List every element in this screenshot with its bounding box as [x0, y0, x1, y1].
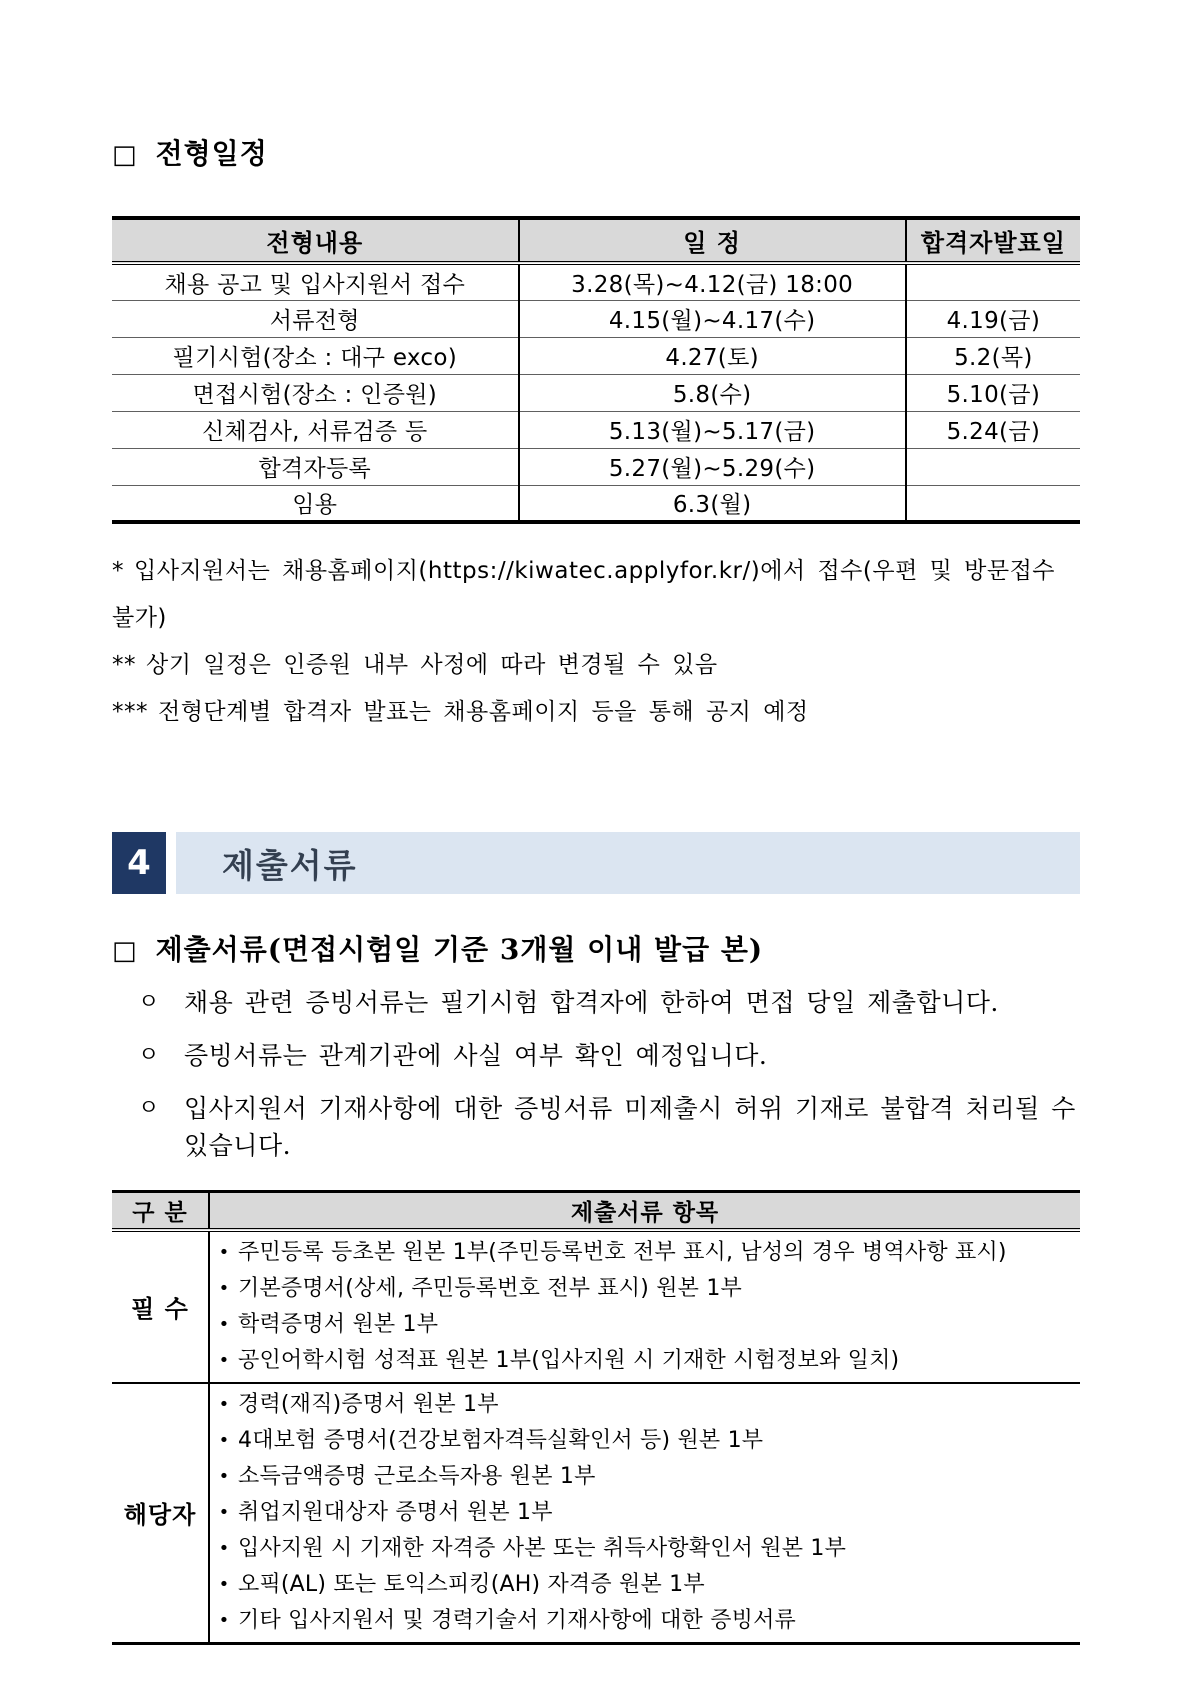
- cell-announce: 4.19(금): [906, 300, 1080, 337]
- cell-date: 4.15(월)~4.17(수): [519, 300, 906, 337]
- asterisk-marker: **: [112, 652, 136, 678]
- table-row: [112, 411, 1080, 448]
- documents-col-header-items: 제출서류 항목: [209, 1192, 1080, 1230]
- document-item-text: 경력(재직)증명서 원본 1부: [238, 1391, 499, 1417]
- list-item: [210, 1343, 1076, 1379]
- footnote-text: 입사지원서는 채용홈페이지(https://kiwatec.applyfor.kr/)에서 접수(우편 및 방문접수 불가): [112, 558, 1056, 631]
- schedule-table: [112, 216, 1080, 524]
- footnote-announcement: [112, 689, 1080, 736]
- list-item: [210, 1307, 1076, 1343]
- cell-stage: 서류전형: [112, 300, 519, 337]
- cell-stage: 필기시험(장소 : 대구 exco): [112, 337, 519, 374]
- dot-bullet-icon: •: [218, 1313, 230, 1335]
- document-item-text: 공인어학시험 성적표 원본 1부(입사지원 시 기재한 시험정보와 일치): [238, 1347, 900, 1373]
- documents-header-row: [112, 1192, 1080, 1230]
- schedule-section-title: 전형일정: [155, 137, 268, 170]
- submission-bullets: [112, 984, 1080, 1164]
- footnote-text: 전형단계별 합격자 발표는 채용홈페이지 등을 통해 공지 예정: [158, 699, 809, 725]
- section-title-strip: [176, 832, 1080, 894]
- list-item: [210, 1387, 1076, 1423]
- cell-announce: 5.2(목): [906, 337, 1080, 374]
- cell-announce: [906, 485, 1080, 522]
- cell-stage: 합격자등록: [112, 448, 519, 485]
- footnote-apply-site: [112, 548, 1080, 642]
- cell-date: 5.13(월)~5.17(금): [519, 411, 906, 448]
- list-item: [210, 1531, 1076, 1567]
- cell-announce: 5.10(금): [906, 374, 1080, 411]
- cell-date: 4.27(토): [519, 337, 906, 374]
- cell-stage: 임용: [112, 485, 519, 522]
- table-row: [112, 374, 1080, 411]
- list-item: [210, 1423, 1076, 1459]
- cell-stage: 신체검사, 서류검증 등: [112, 411, 519, 448]
- dot-bullet-icon: •: [218, 1537, 230, 1559]
- list-item: [138, 1090, 1080, 1164]
- dot-bullet-icon: •: [218, 1573, 230, 1595]
- submission-heading-text: 제출서류(면접시험일 기준 3개월 이내 발급 본): [155, 933, 764, 966]
- list-item: [138, 1037, 1080, 1074]
- cell-date: 3.28(목)~4.12(금) 18:00: [519, 263, 906, 300]
- square-bullet-icon: □: [112, 936, 138, 966]
- document-item-text: 기본증명서(상세, 주민등록번호 전부 표시) 원본 1부: [238, 1275, 742, 1301]
- table-row: [112, 448, 1080, 485]
- cell-announce: [906, 448, 1080, 485]
- asterisk-marker: *: [112, 558, 124, 584]
- cell-stage: 채용 공고 및 입사지원서 접수: [112, 263, 519, 300]
- circle-bullet-icon: ㅇ: [138, 1043, 160, 1068]
- schedule-col-header-announce: 합격자발표일: [906, 218, 1080, 263]
- document-item-text: 취업지원대상자 증명서 원본 1부: [238, 1499, 553, 1525]
- documents-col-header-category: 구 분: [112, 1192, 209, 1230]
- group-label-conditional: 해당자: [112, 1383, 209, 1644]
- cell-date: 5.8(수): [519, 374, 906, 411]
- table-row: [112, 485, 1080, 522]
- section-number-box: 4: [112, 832, 166, 894]
- document-item-text: 입사지원 시 기재한 자격증 사본 또는 취득사항확인서 원본 1부: [238, 1535, 847, 1561]
- cell-stage: 면접시험(장소 : 인증원): [112, 374, 519, 411]
- bullet-text: 채용 관련 증빙서류는 필기시험 합격자에 한하여 면접 당일 제출합니다.: [184, 988, 999, 1017]
- submission-heading: [112, 928, 1080, 968]
- dot-bullet-icon: •: [218, 1501, 230, 1523]
- cell-announce: 5.24(금): [906, 411, 1080, 448]
- table-row: [112, 300, 1080, 337]
- circle-bullet-icon: ㅇ: [138, 1096, 160, 1121]
- list-item: [210, 1459, 1076, 1495]
- conditional-documents-row: [112, 1383, 1080, 1644]
- required-documents-items: [209, 1230, 1080, 1383]
- document-item-text: 소득금액증명 근로소득자용 원본 1부: [238, 1463, 596, 1489]
- list-item: [210, 1567, 1076, 1603]
- dot-bullet-icon: •: [218, 1393, 230, 1415]
- schedule-section-heading: [112, 0, 1080, 172]
- schedule-col-header-content: 전형내용: [112, 218, 519, 263]
- document-item-text: 주민등록 등초본 원본 1부(주민등록번호 전부 표시, 남성의 경우 병역사항 표시): [238, 1239, 1007, 1265]
- square-bullet-icon: □: [112, 140, 138, 170]
- bullet-text: 증빙서류는 관계기관에 사실 여부 확인 예정입니다.: [184, 1041, 768, 1070]
- asterisk-marker: ***: [112, 699, 148, 725]
- cell-date: 6.3(월): [519, 485, 906, 522]
- documents-table: [112, 1190, 1080, 1645]
- conditional-documents-items: [209, 1383, 1080, 1644]
- cell-date: 5.27(월)~5.29(수): [519, 448, 906, 485]
- cell-announce: [906, 263, 1080, 300]
- list-item: [210, 1271, 1076, 1307]
- required-documents-row: [112, 1230, 1080, 1383]
- footnote-text: 상기 일정은 인증원 내부 사정에 따라 변경될 수 있음: [146, 652, 718, 678]
- document-item-text: 오픽(AL) 또는 토익스피킹(AH) 자격증 원본 1부: [238, 1571, 705, 1597]
- dot-bullet-icon: •: [218, 1349, 230, 1371]
- document-item-text: 학력증명서 원본 1부: [238, 1311, 439, 1337]
- table-row: [112, 263, 1080, 300]
- document-item-text: 4대보험 증명서(건강보험자격득실확인서 등) 원본 1부: [238, 1427, 764, 1453]
- list-item: [210, 1495, 1076, 1531]
- list-item: [138, 984, 1080, 1021]
- document-item-text: 기타 입사지원서 및 경력기술서 기재사항에 대한 증빙서류: [238, 1607, 797, 1633]
- schedule-header-row: [112, 218, 1080, 263]
- dot-bullet-icon: •: [218, 1277, 230, 1299]
- dot-bullet-icon: •: [218, 1609, 230, 1631]
- list-item: [210, 1603, 1076, 1639]
- circle-bullet-icon: ㅇ: [138, 990, 160, 1015]
- dot-bullet-icon: •: [218, 1241, 230, 1263]
- list-item: [210, 1235, 1076, 1271]
- footnote-schedule-change: [112, 642, 1080, 689]
- table-row: [112, 337, 1080, 374]
- group-label-required: 필 수: [112, 1230, 209, 1383]
- dot-bullet-icon: •: [218, 1465, 230, 1487]
- bullet-text: 입사지원서 기재사항에 대한 증빙서류 미제출시 허위 기재로 불합격 처리될 수 있습니다.: [184, 1094, 1076, 1160]
- footnotes: [112, 548, 1080, 736]
- section-4-banner: [112, 832, 1080, 894]
- dot-bullet-icon: •: [218, 1429, 230, 1451]
- schedule-col-header-date: 일 정: [519, 218, 906, 263]
- section-title: 제출서류: [222, 845, 358, 885]
